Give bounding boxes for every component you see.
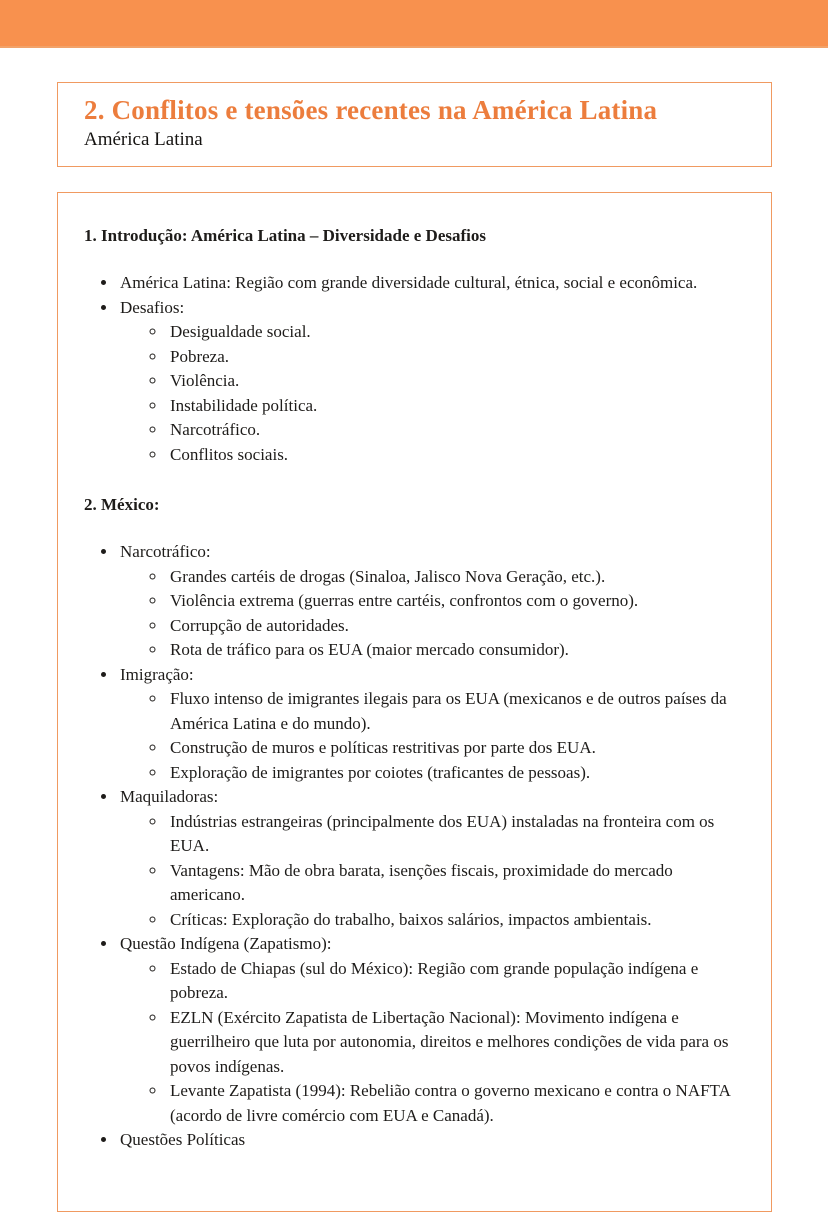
sub-bullet-item: ◦ Narcotráfico.: [167, 418, 745, 443]
sub-bullet-item: ◦ Instabilidade política.: [167, 394, 745, 419]
sub-bullet-item: ◦ Conflitos sociais.: [167, 443, 745, 468]
bullet-item: [118, 296, 745, 468]
sub-bullet-item: ◦ Fluxo intenso de imigrantes ilegais para os EUA (mexicanos e de outros países da América Latina e do mundo).: [167, 687, 745, 736]
sub-bullet-item: ◦ Indústrias estrangeiras (principalmente dos EUA) instaladas na fronteira com os EUA.: [167, 810, 745, 859]
sub-bullet-item: ◦ Levante Zapatista (1994): Rebelião contra o governo mexicano e contra o NAFTA (acordo de livre comércio com EUA e Canadá).: [167, 1079, 745, 1128]
sub-bullet-item: ◦ Estado de Chiapas (sul do México): Região com grande população indígena e pobreza.: [167, 957, 745, 1006]
sub-bullet-item: ◦ Violência extrema (guerras entre cartéis, confrontos com o governo).: [167, 589, 745, 614]
top-accent-bar: [0, 0, 828, 48]
bullet-text: Narcotráfico:: [120, 542, 211, 561]
page-subtitle: América Latina: [84, 129, 203, 150]
sub-bullet-item: ◦ Pobreza.: [167, 345, 745, 370]
bullet-text: Imigração:: [120, 664, 194, 684]
bullet-item: [118, 785, 745, 932]
bullet-list: [84, 540, 745, 1153]
title-card: [57, 82, 772, 167]
content-sections: [84, 225, 745, 1153]
sub-bullet-item: ◦ Grandes cartéis de drogas (Sinaloa, Jalisco Nova Geração, etc.).: [167, 565, 745, 590]
section-heading: 2. México:: [84, 495, 160, 514]
bullet-item: [118, 1128, 745, 1153]
content-card: [57, 192, 772, 1212]
sub-bullet-list: [120, 565, 745, 663]
bullet-text: Desafios:: [120, 297, 185, 317]
sub-bullet-item: ◦ Rota de tráfico para os EUA (maior mercado consumidor).: [167, 638, 745, 663]
page-title: 2. Conflitos e tensões recentes na América Latina: [84, 95, 658, 125]
sub-bullet-item: ◦ Corrupção de autoridades.: [167, 614, 745, 639]
sub-bullet-item: ◦ Vantagens: Mão de obra barata, isenções fiscais, proximidade do mercado americano.: [167, 859, 745, 908]
bullet-item: [118, 932, 745, 1128]
sub-bullet-list: [120, 687, 745, 785]
sub-bullet-item: ◦ Exploração de imigrantes por coiotes (traficantes de pessoas).: [167, 761, 745, 786]
sub-bullet-item: ◦ EZLN (Exército Zapatista de Libertação Nacional): Movimento indígena e guerrilheiro que luta por autonomia, direitos e melhores condições de vida para os povos indígenas.: [167, 1006, 745, 1080]
sub-bullet-item: ◦ Críticas: Exploração do trabalho, baixos salários, impactos ambientais.: [167, 908, 745, 933]
sub-bullet-list: [120, 957, 745, 1129]
bullet-text: América Latina: Região com grande diversidade cultural, étnica, social e econômica.: [120, 273, 698, 292]
bullet-item: [118, 271, 745, 296]
bullet-item: [118, 663, 745, 786]
bullet-text: Questões Políticas: [120, 1130, 246, 1149]
bullet-list: [84, 271, 745, 467]
sub-bullet-item: ◦ Desigualdade social.: [167, 320, 745, 345]
sub-bullet-item: ◦ Construção de muros e políticas restritivas por parte dos EUA.: [167, 736, 745, 761]
bullet-text: Maquiladoras:: [120, 787, 219, 806]
bullet-item: [118, 540, 745, 663]
sub-bullet-item: ◦ Violência.: [167, 369, 745, 394]
section-heading: 1. Introdução: América Latina – Diversidade e Desafios: [84, 226, 486, 245]
bullet-text: Questão Indígena (Zapatismo):: [120, 934, 332, 953]
sub-bullet-list: [120, 810, 745, 933]
sub-bullet-list: [120, 320, 745, 467]
